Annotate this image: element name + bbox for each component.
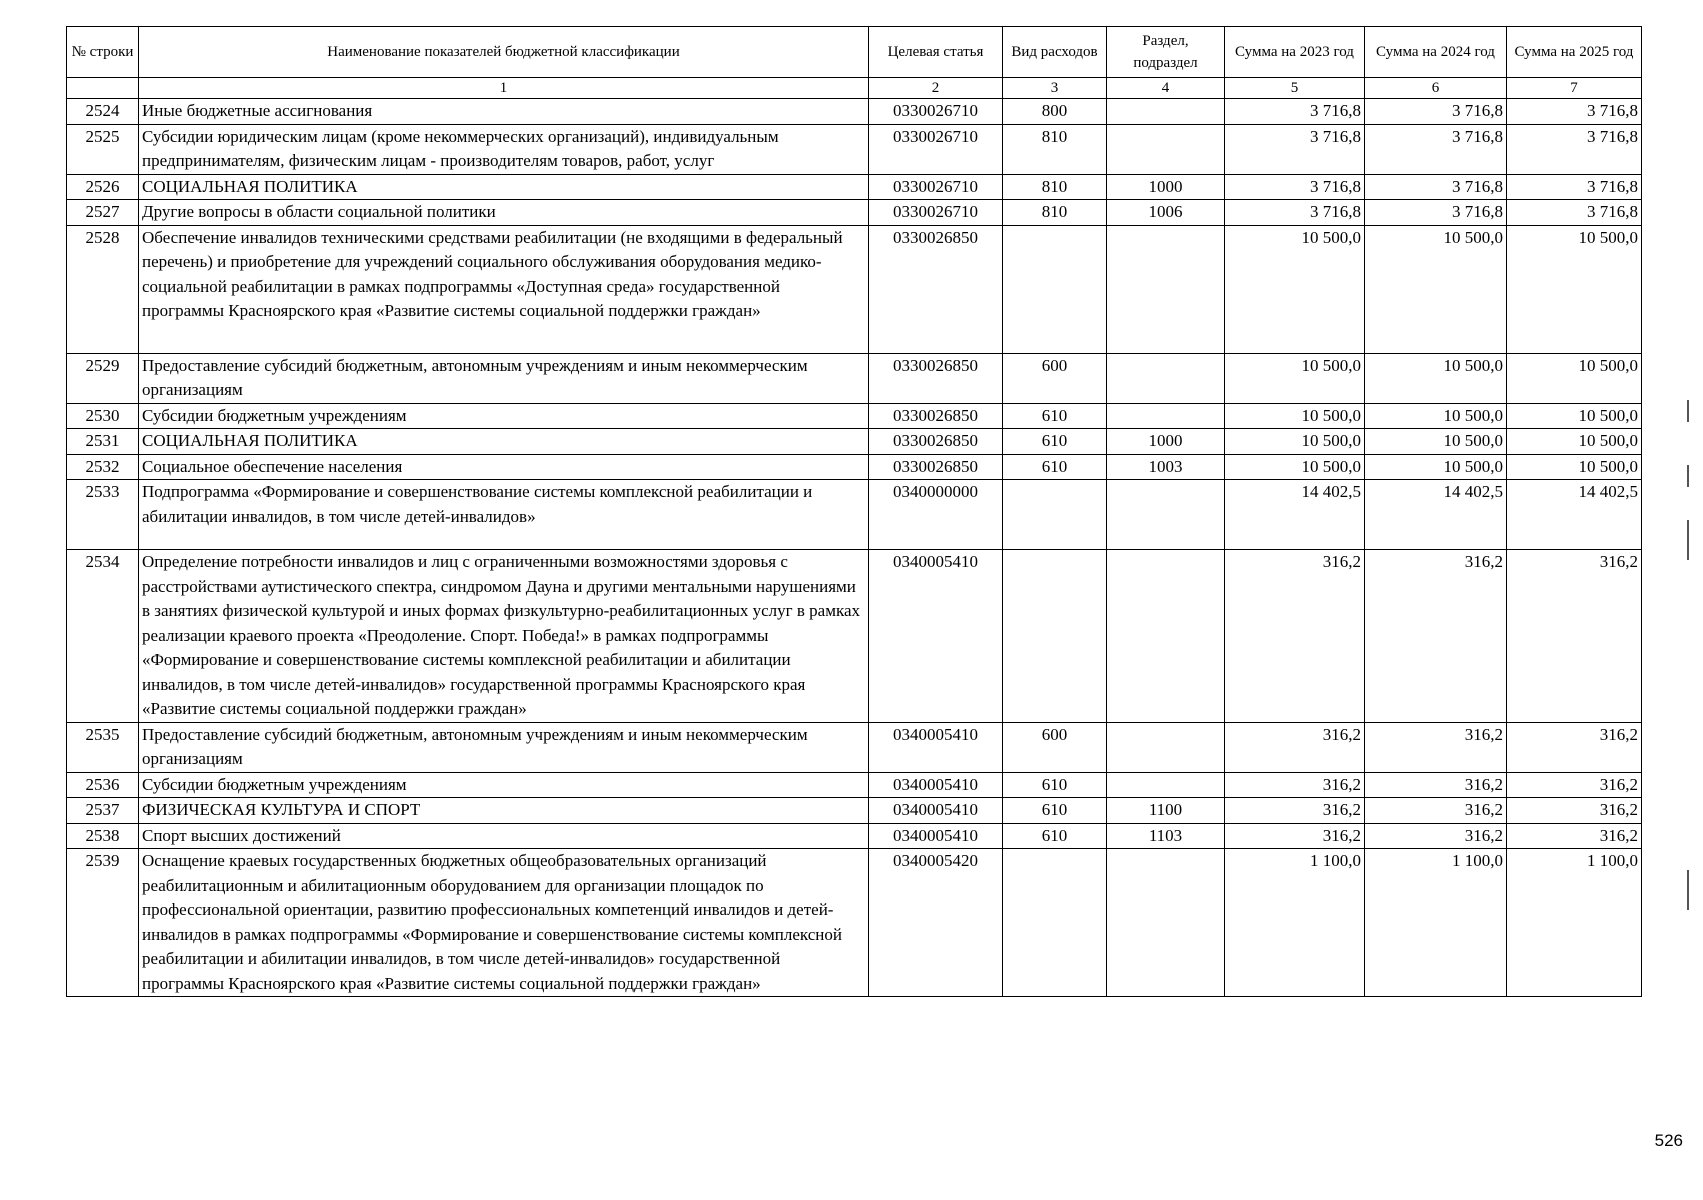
expense-type <box>1003 550 1107 723</box>
sum-2025: 1 100,0 <box>1507 849 1642 997</box>
expense-type <box>1003 849 1107 997</box>
sum-2024: 10 500,0 <box>1365 225 1507 353</box>
expense-type: 610 <box>1003 454 1107 480</box>
indicator-name: Предоставление субсидий бюджетным, автономным учреждениям и иным некоммерческим организациям <box>139 353 869 403</box>
indicator-name: Определение потребности инвалидов и лиц с ограниченными возможностями здоровья с расстройствами аутистического спектра, синдромом Дауна и другими ментальными нарушениями в занятиях физической культурой и иных формах физкультурно-реабилитационных услуг в рамках реализации краевого проекта «Преодоление. Спорт. Победа!» в рамках подпрограммы «Формирование и совершенствование системы комплексной реабилитации и абилитации инвалидов, в том числе детей-инвалидов» государственной программы Красноярского края «Развитие системы социальной поддержки граждан» <box>139 550 869 723</box>
sum-2023: 316,2 <box>1225 722 1365 772</box>
sum-2023: 10 500,0 <box>1225 353 1365 403</box>
sum-2025: 316,2 <box>1507 798 1642 824</box>
target-article: 0330026710 <box>869 200 1003 226</box>
sum-2025: 316,2 <box>1507 772 1642 798</box>
budget-sheet <box>66 26 1641 997</box>
sum-2023: 3 716,8 <box>1225 174 1365 200</box>
section-code: 1006 <box>1107 200 1225 226</box>
section-code <box>1107 225 1225 353</box>
header-sum-2025: Сумма на 2025 год <box>1507 27 1642 78</box>
section-code <box>1107 722 1225 772</box>
table-row <box>67 403 1642 429</box>
indicator-name: Предоставление субсидий бюджетным, автономным учреждениям и иным некоммерческим организациям <box>139 722 869 772</box>
sum-2025: 10 500,0 <box>1507 403 1642 429</box>
scan-mark <box>1687 520 1689 560</box>
section-code: 1000 <box>1107 429 1225 455</box>
target-article: 0330026850 <box>869 429 1003 455</box>
table-row <box>67 174 1642 200</box>
target-article: 0330026850 <box>869 353 1003 403</box>
table-row <box>67 353 1642 403</box>
indicator-name: Иные бюджетные ассигнования <box>139 99 869 125</box>
column-number: 4 <box>1107 78 1225 99</box>
table-body <box>67 99 1642 997</box>
indicator-name: СОЦИАЛЬНАЯ ПОЛИТИКА <box>139 174 869 200</box>
header-section: Раздел, подраздел <box>1107 27 1225 78</box>
sum-2025: 3 716,8 <box>1507 99 1642 125</box>
table-row <box>67 429 1642 455</box>
indicator-name: Субсидии юридическим лицам (кроме некоммерческих организаций), индивидуальным предпринимателям, физическим лицам - производителям товаров, работ, услуг <box>139 124 869 174</box>
table-row <box>67 550 1642 723</box>
column-number: 5 <box>1225 78 1365 99</box>
table-row <box>67 99 1642 125</box>
sum-2025: 10 500,0 <box>1507 454 1642 480</box>
sum-2023: 10 500,0 <box>1225 225 1365 353</box>
sum-2025: 10 500,0 <box>1507 225 1642 353</box>
sum-2024: 316,2 <box>1365 772 1507 798</box>
table-row <box>67 124 1642 174</box>
sum-2024: 3 716,8 <box>1365 124 1507 174</box>
sum-2024: 316,2 <box>1365 722 1507 772</box>
target-article: 0330026710 <box>869 124 1003 174</box>
row-number: 2531 <box>67 429 139 455</box>
expense-type: 810 <box>1003 124 1107 174</box>
table-row <box>67 225 1642 353</box>
header-expense-type: Вид расходов <box>1003 27 1107 78</box>
indicator-name: Обеспечение инвалидов техническими средствами реабилитации (не входящими в федеральный перечень) и приобретение для учреждений социального обслуживания оборудования медико-социальной реабилитации в рамках подпрограммы «Доступная среда» государственной программы Красноярского края «Развитие системы социальной поддержки граждан» <box>139 225 869 353</box>
sum-2023: 14 402,5 <box>1225 480 1365 550</box>
sum-2024: 10 500,0 <box>1365 454 1507 480</box>
indicator-name: Другие вопросы в области социальной политики <box>139 200 869 226</box>
indicator-name: Спорт высших достижений <box>139 823 869 849</box>
page-number: 526 <box>1654 1131 1683 1150</box>
row-number: 2537 <box>67 798 139 824</box>
row-number: 2528 <box>67 225 139 353</box>
section-code: 1000 <box>1107 174 1225 200</box>
table-row <box>67 849 1642 997</box>
target-article: 0330026710 <box>869 174 1003 200</box>
target-article: 0330026850 <box>869 403 1003 429</box>
expense-type: 600 <box>1003 722 1107 772</box>
target-article: 0330026850 <box>869 454 1003 480</box>
target-article: 0340000000 <box>869 480 1003 550</box>
row-number: 2533 <box>67 480 139 550</box>
row-number: 2524 <box>67 99 139 125</box>
indicator-name: Оснащение краевых государственных бюджетных общеобразовательных организаций реабилитационным и абилитационным оборудованием для организации площадок по профессиональной ориентации, развитию профессиональных компетенций инвалидов и детей-инвалидов в рамках подпрограммы «Формирование и совершенствование системы комплексной реабилитации и абилитации инвалидов, в том числе детей-инвалидов» государственной программы Красноярского края «Развитие системы социальной поддержки граждан» <box>139 849 869 997</box>
expense-type: 810 <box>1003 200 1107 226</box>
indicator-name: СОЦИАЛЬНАЯ ПОЛИТИКА <box>139 429 869 455</box>
target-article: 0340005420 <box>869 849 1003 997</box>
sum-2025: 316,2 <box>1507 550 1642 723</box>
sum-2023: 3 716,8 <box>1225 200 1365 226</box>
indicator-name: Субсидии бюджетным учреждениям <box>139 403 869 429</box>
row-number: 2538 <box>67 823 139 849</box>
sum-2023: 316,2 <box>1225 823 1365 849</box>
sum-2024: 1 100,0 <box>1365 849 1507 997</box>
header-sum-2023: Сумма на 2023 год <box>1225 27 1365 78</box>
section-code <box>1107 353 1225 403</box>
row-number: 2525 <box>67 124 139 174</box>
sum-2023: 1 100,0 <box>1225 849 1365 997</box>
section-code <box>1107 480 1225 550</box>
expense-type: 610 <box>1003 403 1107 429</box>
sum-2025: 10 500,0 <box>1507 353 1642 403</box>
row-number: 2526 <box>67 174 139 200</box>
expense-type: 610 <box>1003 823 1107 849</box>
scan-mark <box>1687 870 1689 910</box>
row-number: 2532 <box>67 454 139 480</box>
section-code <box>1107 550 1225 723</box>
sum-2024: 3 716,8 <box>1365 99 1507 125</box>
column-number: 3 <box>1003 78 1107 99</box>
header-row-number: № строки <box>67 27 139 78</box>
row-number: 2530 <box>67 403 139 429</box>
table-row <box>67 772 1642 798</box>
table-row <box>67 200 1642 226</box>
target-article: 0330026850 <box>869 225 1003 353</box>
row-number: 2534 <box>67 550 139 723</box>
indicator-name: ФИЗИЧЕСКАЯ КУЛЬТУРА И СПОРТ <box>139 798 869 824</box>
sum-2024: 10 500,0 <box>1365 353 1507 403</box>
row-number: 2527 <box>67 200 139 226</box>
section-code <box>1107 99 1225 125</box>
sum-2025: 3 716,8 <box>1507 200 1642 226</box>
sum-2024: 316,2 <box>1365 798 1507 824</box>
expense-type: 610 <box>1003 798 1107 824</box>
sum-2025: 316,2 <box>1507 722 1642 772</box>
column-number: 1 <box>139 78 869 99</box>
column-number-row <box>67 78 1642 99</box>
header-sum-2024: Сумма на 2024 год <box>1365 27 1507 78</box>
column-number <box>67 78 139 99</box>
sum-2024: 10 500,0 <box>1365 403 1507 429</box>
expense-type: 800 <box>1003 99 1107 125</box>
sum-2025: 14 402,5 <box>1507 480 1642 550</box>
expense-type: 810 <box>1003 174 1107 200</box>
sum-2023: 3 716,8 <box>1225 99 1365 125</box>
target-article: 0340005410 <box>869 550 1003 723</box>
indicator-name: Субсидии бюджетным учреждениям <box>139 772 869 798</box>
section-code <box>1107 403 1225 429</box>
section-code <box>1107 849 1225 997</box>
row-number: 2535 <box>67 722 139 772</box>
sum-2024: 316,2 <box>1365 550 1507 723</box>
expense-type <box>1003 480 1107 550</box>
scan-mark <box>1687 465 1689 487</box>
table-row <box>67 722 1642 772</box>
header-indicator-name: Наименование показателей бюджетной классификации <box>139 27 869 78</box>
sum-2025: 3 716,8 <box>1507 124 1642 174</box>
table-row <box>67 798 1642 824</box>
header-target-article: Целевая статья <box>869 27 1003 78</box>
target-article: 0340005410 <box>869 823 1003 849</box>
sum-2025: 10 500,0 <box>1507 429 1642 455</box>
row-number: 2536 <box>67 772 139 798</box>
sum-2023: 316,2 <box>1225 772 1365 798</box>
indicator-name: Подпрограмма «Формирование и совершенствование системы комплексной реабилитации и абилитации инвалидов, в том числе детей-инвалидов» <box>139 480 869 550</box>
section-code: 1100 <box>1107 798 1225 824</box>
sum-2023: 3 716,8 <box>1225 124 1365 174</box>
table-row <box>67 823 1642 849</box>
sum-2023: 10 500,0 <box>1225 403 1365 429</box>
sum-2024: 316,2 <box>1365 823 1507 849</box>
target-article: 0330026710 <box>869 99 1003 125</box>
column-number: 2 <box>869 78 1003 99</box>
sum-2025: 316,2 <box>1507 823 1642 849</box>
target-article: 0340005410 <box>869 722 1003 772</box>
section-code <box>1107 124 1225 174</box>
budget-table <box>66 26 1642 997</box>
sum-2024: 14 402,5 <box>1365 480 1507 550</box>
target-article: 0340005410 <box>869 772 1003 798</box>
table-row <box>67 480 1642 550</box>
column-number: 6 <box>1365 78 1507 99</box>
expense-type: 610 <box>1003 772 1107 798</box>
scan-mark <box>1687 400 1689 422</box>
row-number: 2539 <box>67 849 139 997</box>
sum-2023: 316,2 <box>1225 550 1365 723</box>
sum-2024: 10 500,0 <box>1365 429 1507 455</box>
expense-type: 600 <box>1003 353 1107 403</box>
sum-2023: 316,2 <box>1225 798 1365 824</box>
sum-2024: 3 716,8 <box>1365 200 1507 226</box>
section-code: 1003 <box>1107 454 1225 480</box>
table-row <box>67 454 1642 480</box>
row-number: 2529 <box>67 353 139 403</box>
indicator-name: Социальное обеспечение населения <box>139 454 869 480</box>
expense-type: 610 <box>1003 429 1107 455</box>
sum-2025: 3 716,8 <box>1507 174 1642 200</box>
section-code <box>1107 772 1225 798</box>
section-code: 1103 <box>1107 823 1225 849</box>
target-article: 0340005410 <box>869 798 1003 824</box>
column-number: 7 <box>1507 78 1642 99</box>
expense-type <box>1003 225 1107 353</box>
sum-2023: 10 500,0 <box>1225 429 1365 455</box>
table-header-row <box>67 27 1642 78</box>
sum-2023: 10 500,0 <box>1225 454 1365 480</box>
sum-2024: 3 716,8 <box>1365 174 1507 200</box>
